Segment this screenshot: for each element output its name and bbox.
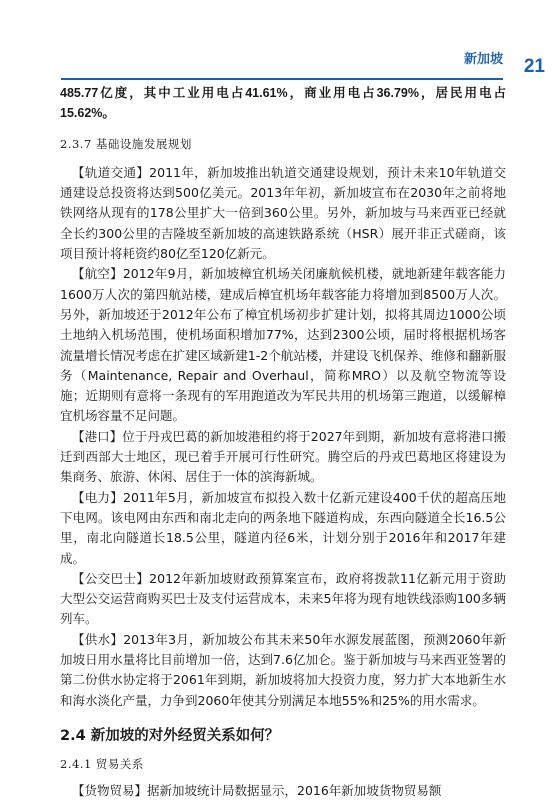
paragraph-rail-transit: 【轨道交通】2011年，新加坡推出轨道交通建设规划，预计未来10年轨道交通建设总投资将达到500亿美元。2013年年初，新加坡宣布在2030年之前将地铁网络从现有的178公里扩大一倍到360公里。另外，新加坡与马来西亚已经就全长约300公里的吉隆坡至新加坡的高速铁路系统（HSR）展开非正式磋商，该项目预计将耗资约80亿至120亿新元。 xyxy=(60,164,506,262)
paragraph-goods-trade: 【货物贸易】据新加坡统计局数据显示，2016年新加坡货物贸易额 xyxy=(72,782,442,798)
page-content xyxy=(60,83,506,801)
heading-2-3-7: 2.3.7 基础设施发展规划 xyxy=(60,136,192,151)
paragraph-port: 【港口】位于丹戎巴葛的新加坡港租约将于2027年到期，新加坡有意将港口搬迁到西部大士地区，现已着手开展可行性研究。腾空后的丹戎巴葛地区将建设为集商务、旅游、休闲、居住于一体的滨海新城。 xyxy=(60,428,506,485)
heading-2-4: 2.4 新加坡的对外经贸关系如何？ xyxy=(60,727,280,744)
paragraph-power: 【电力】2011年5月，新加坡宣布拟投入数十亿新元建设400千伏的超高压地下电网。该电网由东西和南北走向的两条地下隧道构成，东西向隧道全长16.5公里，南北向隧道长18.5公里，隧道内径6米，计划分别于2016年和2017年建成。 xyxy=(60,489,506,566)
header-rule xyxy=(61,78,503,80)
page-number: 21 xyxy=(523,56,545,77)
page-header xyxy=(0,0,559,90)
paragraph-aviation: 【航空】2012年9月，新加坡樟宜机场关闭廉航候机楼，就地新建年载客能力1600万人次的第四航站楼，建成后樟宜机场年载客能力将增加到8500万人次。另外，新加坡还于2012年公布了樟宜机场初步扩建计划，拟将其周边1000公顷土地纳入机场范围，使机场面积增加77%，达到2300公顷，届时将根据机场客流量增长情况考虑在扩建区域新建1-2个航站楼，并建设飞机保养、维修和翻新服务（Maintenance, Repair and Overhaul，简称MRO）以及航空物流等设施；近期则有意将一条现有的军用跑道改为军民共用的机场第三跑道，以缓解樟宜机场容量不足问题。 xyxy=(60,266,506,424)
paragraph-public-bus: 【公交巴士】2012年新加坡财政预算案宣布，政府将拨款11亿新元用于资助大型公交运营商购买巴士及支付运营成本，未来5年将为现有地铁线添购100多辆列车。 xyxy=(60,570,506,627)
heading-2-4-1: 2.4.1 贸易关系 xyxy=(60,757,144,772)
running-header-country: 新加坡 xyxy=(463,52,503,67)
paragraph-water-supply: 【供水】2013年3月，新加坡公布其未来50年水源发展蓝图，预测2060年新加坡日用水量将比目前增加一倍，达到7.6亿加仑。鉴于新加坡与马来西亚签署的第二份供水协定将于2061年到期，新加坡将加大投资力度，努力扩大本地新生水和海水淡化产量，力争到2060年使其分别满足本地55%和25%的用水需求。 xyxy=(60,631,506,708)
paragraph-electricity-share: 485.77亿度，其中工业用电占41.61%，商业用电占36.79%，居民用电占15.62%。 xyxy=(60,86,506,121)
